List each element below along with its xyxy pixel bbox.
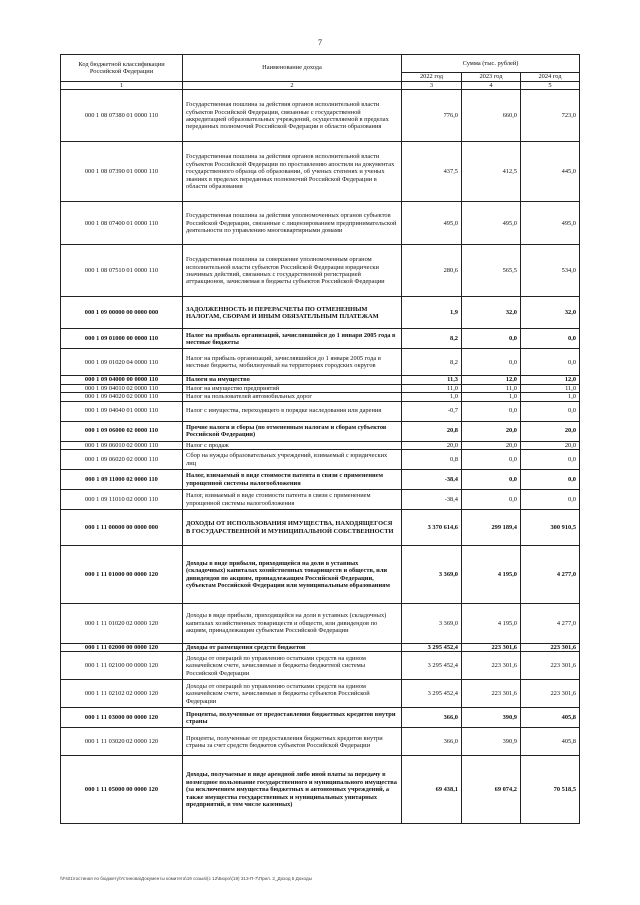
row-name: Прочие налоги и сборы (по отмененным налогам и сборам субъектов Российской Федерации) [183, 421, 402, 441]
row-value-2022: 776,0 [402, 90, 462, 142]
row-value-2022: 20,8 [402, 421, 462, 441]
row-code: 000 1 09 06000 02 0000 110 [61, 421, 183, 441]
row-code: 000 1 08 07380 01 0000 110 [61, 90, 183, 142]
row-value-2024: 534,0 [521, 245, 580, 297]
row-code: 000 1 08 07510 01 0000 110 [61, 245, 183, 297]
row-value-2024: 0,0 [521, 349, 580, 376]
row-value-2024: 0,0 [521, 450, 580, 470]
row-value-2022: 366,0 [402, 728, 462, 756]
table-row [61, 376, 580, 384]
row-name: ЗАДОЛЖЕННОСТЬ И ПЕРЕРАСЧЕТЫ ПО ОТМЕНЕННЫМ НАЛОГАМ, СБОРАМ И ИНЫМ ОБЯЗАТЕЛЬНЫМ ПЛАТЕЖАМ [183, 297, 402, 329]
table-row [61, 546, 580, 604]
row-value-2023: 390,9 [462, 708, 521, 728]
row-code: 000 1 11 03000 00 0000 120 [61, 708, 183, 728]
row-value-2023: 0,0 [462, 470, 521, 490]
row-value-2022: 0,8 [402, 450, 462, 470]
row-code: 000 1 09 00000 00 0000 000 [61, 297, 183, 329]
col-number-3: 3 [402, 82, 462, 90]
row-value-2024: 723,0 [521, 90, 580, 142]
row-code: 000 1 11 01000 00 0000 120 [61, 546, 183, 604]
row-value-2023: 20,0 [462, 421, 521, 441]
row-name: Налоги на имущество [183, 376, 402, 384]
row-name: Проценты, полученные от предоставления бюджетных кредитов внутри страны за счет средств бюджетов субъектов Российской Федерации [183, 728, 402, 756]
row-value-2022: 3 295 452,4 [402, 644, 462, 652]
row-value-2023: 0,0 [462, 450, 521, 470]
row-name: Государственная пошлина за действия органов исполнительной власти субъектов Российской Федерации по проставлению апостиля на документах государственного образца об образовании, об ученых степенях и ученых званиях в пределах переданных полномочий Российской Федерации в области образования [183, 142, 402, 202]
table-row [61, 441, 580, 449]
row-value-2024: 405,8 [521, 708, 580, 728]
row-value-2023: 0,0 [462, 490, 521, 510]
row-value-2023: 565,5 [462, 245, 521, 297]
table-row [61, 510, 580, 546]
header-code: Код бюджетной классификации Российской Федерации [61, 55, 183, 82]
row-code: 000 1 11 02000 00 0000 120 [61, 644, 183, 652]
row-name: Налог с имущества, переходящего в порядке наследования или дарения [183, 401, 402, 421]
row-value-2023: 20,0 [462, 441, 521, 449]
header-year-2022: 2022 год [402, 73, 462, 82]
row-value-2022: 3 295 452,4 [402, 652, 462, 680]
row-value-2022: 69 438,1 [402, 756, 462, 824]
row-value-2023: 69 074,2 [462, 756, 521, 824]
row-value-2023: 412,5 [462, 142, 521, 202]
row-value-2022: -0,7 [402, 401, 462, 421]
row-value-2023: 660,0 [462, 90, 521, 142]
row-value-2022: 3 369,0 [402, 546, 462, 604]
table-row [61, 245, 580, 297]
row-code: 000 1 09 01000 00 0000 110 [61, 329, 183, 349]
table-row [61, 421, 580, 441]
row-value-2023: 1,0 [462, 393, 521, 401]
row-value-2024: 12,0 [521, 376, 580, 384]
row-value-2023: 4 195,0 [462, 546, 521, 604]
row-value-2022: -38,4 [402, 470, 462, 490]
row-code: 000 1 09 04020 02 0000 110 [61, 393, 183, 401]
row-value-2023: 0,0 [462, 329, 521, 349]
table-row [61, 756, 580, 824]
row-value-2023: 223 301,6 [462, 644, 521, 652]
table-row [61, 142, 580, 202]
row-name: Налог, взимаемый в виде стоимости патента в связи с применением упрощенной системы налогообложения [183, 490, 402, 510]
row-code: 000 1 11 03020 02 0000 120 [61, 728, 183, 756]
table-row [61, 680, 580, 708]
row-value-2023: 0,0 [462, 349, 521, 376]
table-row [61, 644, 580, 652]
row-value-2024: 32,0 [521, 297, 580, 329]
row-value-2023: 495,0 [462, 202, 521, 245]
row-value-2023: 11,0 [462, 384, 521, 392]
row-value-2024: 20,0 [521, 421, 580, 441]
table-body [61, 90, 580, 824]
col-number-2: 2 [183, 82, 402, 90]
row-value-2024: 405,8 [521, 728, 580, 756]
row-code: 000 1 09 04010 02 0000 110 [61, 384, 183, 392]
row-code: 000 1 08 07390 01 0000 110 [61, 142, 183, 202]
table-row [61, 349, 580, 376]
row-value-2024: 11,0 [521, 384, 580, 392]
row-value-2022: 11,3 [402, 376, 462, 384]
table-row [61, 470, 580, 490]
row-value-2024: 70 518,5 [521, 756, 580, 824]
row-value-2023: 32,0 [462, 297, 521, 329]
table-row [61, 604, 580, 644]
row-code: 000 1 09 04000 00 0000 110 [61, 376, 183, 384]
row-code: 000 1 11 01020 02 0000 120 [61, 604, 183, 644]
table-row [61, 329, 580, 349]
row-name: Налог на пользователей автомобильных дорог [183, 393, 402, 401]
header-sum: Сумма (тыс. рублей) [402, 55, 580, 73]
row-value-2022: 8,2 [402, 329, 462, 349]
row-value-2024: 0,0 [521, 470, 580, 490]
row-value-2023: 390,9 [462, 728, 521, 756]
table-row [61, 490, 580, 510]
row-value-2022: 495,0 [402, 202, 462, 245]
row-code: 000 1 11 05000 00 0000 120 [61, 756, 183, 824]
row-value-2023: 4 195,0 [462, 604, 521, 644]
row-code: 000 1 11 02102 02 0000 120 [61, 680, 183, 708]
row-name: Государственная пошлина за совершение уполномоченным органом исполнительной власти субъектов Российской Федерации юридически значимых действий, связанных с государственной регистрацией аттракционов, зачисляемая в бюджеты субъектов Российской Федерации [183, 245, 402, 297]
header-year-2024: 2024 год [521, 73, 580, 82]
row-name: Проценты, полученные от предоставления бюджетных кредитов внутри страны [183, 708, 402, 728]
header-name: Наименование дохода [183, 55, 402, 82]
row-name: Налог на имущество предприятий [183, 384, 402, 392]
row-code: 000 1 11 02100 00 0000 120 [61, 652, 183, 680]
row-value-2024: 20,0 [521, 441, 580, 449]
row-value-2024: 445,0 [521, 142, 580, 202]
row-value-2022: 3 369,0 [402, 604, 462, 644]
table-row [61, 652, 580, 680]
row-name: Сбор на нужды образовательных учреждений, взимаемый с юридических лиц [183, 450, 402, 470]
row-name: Доходы от размещения средств бюджетов [183, 644, 402, 652]
header-year-2023: 2023 год [462, 73, 521, 82]
table-row [61, 202, 580, 245]
row-value-2023: 12,0 [462, 376, 521, 384]
row-value-2022: -38,4 [402, 490, 462, 510]
row-code: 000 1 09 11000 02 0000 110 [61, 470, 183, 490]
table-row [61, 297, 580, 329]
row-value-2022: 3 295 452,4 [402, 680, 462, 708]
row-value-2022: 1,0 [402, 393, 462, 401]
row-name: Доходы в виде прибыли, приходящейся на доли в уставных (складочных) капиталах хозяйственных товариществ и обществ, или дивидендов по акциям, принадлежащим Российской Федерации, субъектам Российской Федерации или муниципальным образованиям [183, 546, 402, 604]
row-code: 000 1 09 06010 02 0000 110 [61, 441, 183, 449]
row-code: 000 1 11 00000 00 0000 000 [61, 510, 183, 546]
row-value-2022: 366,0 [402, 708, 462, 728]
row-value-2022: 437,5 [402, 142, 462, 202]
row-value-2023: 223 301,6 [462, 680, 521, 708]
row-name: Налог, взимаемый в виде стоимости патента в связи с применением упрощенной системы налогообложения [183, 470, 402, 490]
row-value-2024: 0,0 [521, 329, 580, 349]
row-code: 000 1 09 01020 04 0000 110 [61, 349, 183, 376]
row-name: Доходы в виде прибыли, приходящейся на доли в уставных (складочных) капиталах хозяйственных товариществ и обществ, или дивидендов по акциям, принадлежащим субъектам Российской Федерации [183, 604, 402, 644]
row-value-2024: 4 277,0 [521, 604, 580, 644]
row-value-2024: 223 301,6 [521, 680, 580, 708]
row-name: Государственная пошлина за действия уполномоченных органов субъектов Российской Федерации, связанные с лицензированием предпринимательской деятельности по управлению многоквартирными домами [183, 202, 402, 245]
row-name: Доходы от операций по управлению остатками средств на едином казначейском счете, зачисляемые в бюджеты бюджетной системы Российской Федерации [183, 652, 402, 680]
col-number-1: 1 [61, 82, 183, 90]
row-value-2024: 4 277,0 [521, 546, 580, 604]
row-value-2024: 1,0 [521, 393, 580, 401]
row-name: Доходы, получаемые в виде арендной либо иной платы за передачу в возмездное пользование государственного и муниципального имущества (за исключением имущества бюджетных и автономных учреждений, а также имущества государственных и муниципальных унитарных предприятий, в том числе казенных) [183, 756, 402, 824]
table-row [61, 401, 580, 421]
row-value-2024: 223 301,6 [521, 644, 580, 652]
table-row [61, 384, 580, 392]
row-value-2024: 495,0 [521, 202, 580, 245]
row-value-2024: 0,0 [521, 401, 580, 421]
row-value-2023: 299 189,4 [462, 510, 521, 546]
row-value-2022: 11,0 [402, 384, 462, 392]
row-value-2023: 0,0 [462, 401, 521, 421]
row-code: 000 1 09 04040 01 0000 110 [61, 401, 183, 421]
table-row [61, 90, 580, 142]
row-value-2022: 280,6 [402, 245, 462, 297]
table-row [61, 708, 580, 728]
row-name: Налог на прибыль организаций, зачислявшийся до 1 января 2005 года в местные бюджеты, мобилизуемый на территориях городских округов [183, 349, 402, 376]
row-name: ДОХОДЫ ОТ ИСПОЛЬЗОВАНИЯ ИМУЩЕСТВА, НАХОДЯЩЕГОСЯ В ГОСУДАРСТВЕННОЙ И МУНИЦИПАЛЬНОЙ СОБСТВЕННОСТИ [183, 510, 402, 546]
row-value-2024: 223 301,6 [521, 652, 580, 680]
revenue-table [60, 54, 580, 824]
row-value-2023: 223 301,6 [462, 652, 521, 680]
row-value-2022: 1,9 [402, 297, 462, 329]
row-code: 000 1 08 07400 01 0000 110 [61, 202, 183, 245]
col-number-4: 4 [462, 82, 521, 90]
col-number-5: 5 [521, 82, 580, 90]
row-value-2022: 20,0 [402, 441, 462, 449]
row-code: 000 1 09 11010 02 0000 110 [61, 490, 183, 510]
row-value-2024: 300 910,5 [521, 510, 580, 546]
table-row [61, 450, 580, 470]
row-code: 000 1 09 06020 02 0000 110 [61, 450, 183, 470]
row-value-2024: 0,0 [521, 490, 580, 510]
row-name: Налог на прибыль организаций, зачислявшийся до 1 января 2005 года в местные бюджеты [183, 329, 402, 349]
footer-file-path: \\Fs01\гостиная по бюджету\Устинова\Документы комитета\19 созыв\(с 12\Бюро\(19) 313-П-7\Прил. 2_Доход 5 Доходы [60, 876, 312, 881]
page-number: 7 [318, 38, 322, 47]
row-name: Государственная пошлина за действия органов исполнительной власти субъектов Российской Федерации, связанные с государственной аккредитацией образовательных учреждений, осуществляемой в пределах переданных полномочий Российской Федерации в области образования [183, 90, 402, 142]
table-row [61, 728, 580, 756]
row-value-2022: 8,2 [402, 349, 462, 376]
table-row [61, 393, 580, 401]
row-value-2022: 3 370 614,6 [402, 510, 462, 546]
row-name: Налог с продаж [183, 441, 402, 449]
row-name: Доходы от операций по управлению остатками средств на едином казначейском счете, зачисляемые в бюджеты субъектов Российской Федерации [183, 680, 402, 708]
